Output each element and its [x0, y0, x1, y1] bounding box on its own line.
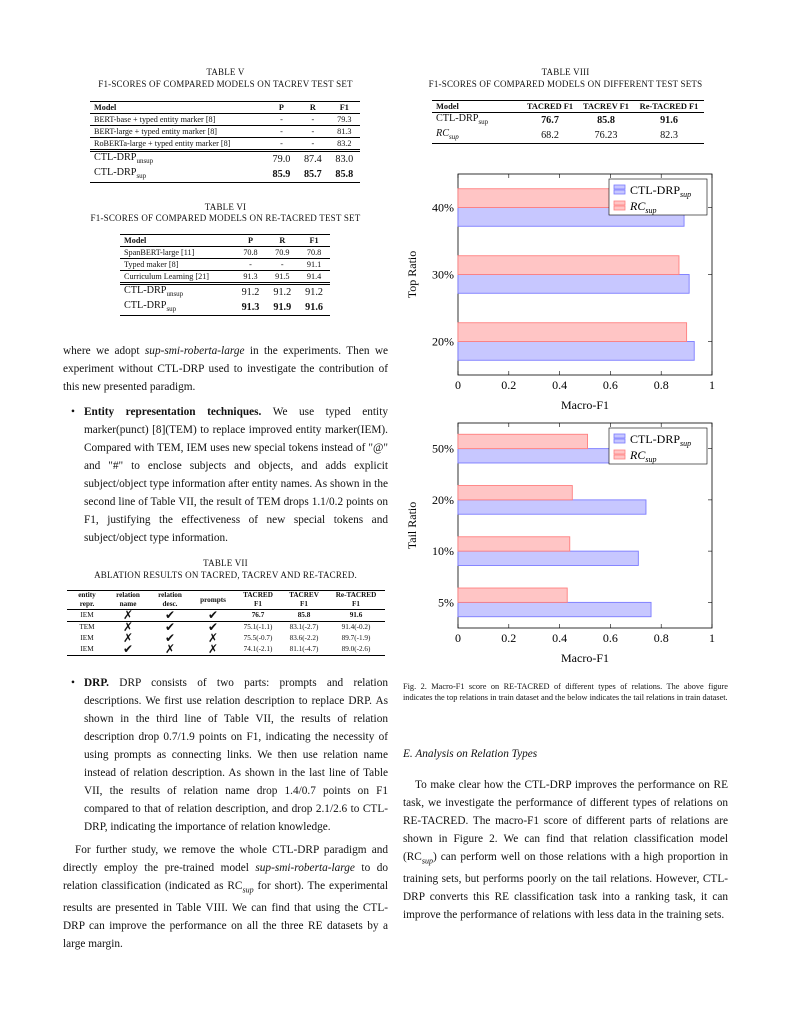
legend-swatch — [614, 455, 625, 459]
table-cell: - — [280, 127, 283, 136]
check-mark: ✔ — [207, 620, 219, 634]
model-subscript: sup — [166, 305, 177, 314]
table7-header-cell: relation desc. — [158, 591, 182, 608]
table7-header-cell: relation name — [116, 591, 140, 608]
table6-header-cell: R — [279, 236, 286, 245]
table-cell: - — [311, 139, 315, 148]
text-run: For further study, we remove the whole CTL-DRP paradigm and directly employ the pre-trained model — [63, 844, 388, 874]
table-cell: 76.7 — [251, 611, 265, 619]
table-cell: Curriculum Learning [21] — [124, 272, 210, 281]
table-cell: IEM — [80, 611, 94, 619]
table-cell: 89.7(-1.9) — [341, 634, 371, 642]
table-row — [67, 644, 385, 656]
paragraph — [63, 342, 388, 396]
table-cell: 76.7 — [541, 115, 559, 127]
table6 — [120, 234, 330, 316]
table7-caption: ABLATION RESULTS ON TACRED, TACREV AND RE-TACRED. — [94, 570, 357, 580]
table-cell: 91.2 — [305, 287, 323, 299]
bar-ctl-drp — [458, 551, 638, 565]
legend-label: CTL-$DRP_{sup}$ — [630, 183, 692, 199]
table-row — [120, 271, 330, 284]
y-axis-label: Tail Ratio — [405, 501, 419, 550]
table-cell: 91.1 — [306, 260, 322, 269]
table-cell: 83.0 — [335, 154, 354, 166]
cross-mark: ✗ — [207, 642, 219, 656]
check-mark: ✔ — [164, 620, 176, 634]
table-cell: 70.8 — [306, 248, 322, 257]
table8-header-cell: Model — [436, 102, 459, 111]
table5-header-cell: P — [278, 103, 284, 112]
table-row — [90, 138, 360, 151]
table-cell: - — [311, 115, 315, 124]
y-tick-label: 20% — [432, 492, 454, 507]
x-axis-label: Macro-F1 — [561, 651, 609, 665]
bullet-list — [63, 674, 388, 836]
legend-subscript: sup — [645, 206, 657, 215]
bar-rc — [458, 588, 567, 602]
table-row — [432, 128, 704, 144]
table-cell: 83.1(-2.7) — [289, 623, 319, 631]
table-cell: BERT-base + typed entity marker [8] — [94, 115, 216, 124]
bullet-text: DRP consists of two parts: prompts and relation descriptions. We first use relation description to replace DRP. As shown in the third line of Table VII, the results of relation description drop 0.7/1.9 points on F1, indicating the necessity of using prompts as connecting links. We then use relation name instead of relation description. As shown in the last line of Table VII, the results of relation name drop 1.4/0.7 points on F1 compared to that of relation description, and drop 2.1/2.6 to CTL-DRP, indicating the importance of relation knowledge. — [84, 677, 388, 833]
bar-rc — [458, 486, 572, 500]
x-tick-label: 0.8 — [653, 631, 669, 645]
bar-rc — [458, 537, 570, 551]
x-tick-label: 0.4 — [552, 631, 568, 645]
text-run: ) can perform well on those relations with a high proportion in training sets, but performs poorly on the tail relations. However, CTL-DRP converts this RE classification task into a ranking task, it can improve the performance of relations with less data in the training sets. — [403, 851, 728, 922]
right-body — [403, 776, 728, 924]
table7-header-cell: entity repr. — [78, 591, 96, 608]
table5-caption: F1-SCORES OF COMPARED MODELS ON TACREV TEST SET — [98, 79, 353, 89]
table-cell: 74.1(-2.1) — [243, 645, 273, 653]
table-cell: 70.9 — [275, 248, 290, 257]
x-tick-label: 0 — [455, 631, 461, 645]
y-tick-label: 10% — [432, 544, 454, 559]
table-cell: 91.6 — [305, 302, 323, 314]
table-cell: 91.2 — [241, 287, 260, 299]
table7-header-cell: TACRED F1 — [243, 591, 273, 608]
check-mark: ✔ — [122, 642, 134, 656]
table6-header-cell: F1 — [309, 236, 319, 245]
table7-header-cell: Re-TACRED F1 — [335, 591, 377, 608]
table-cell: 79.3 — [337, 115, 352, 124]
x-tick-label: 1 — [709, 631, 715, 645]
table-cell — [432, 128, 522, 144]
check-mark: ✔ — [164, 608, 176, 622]
legend-subscript: sup — [680, 190, 692, 199]
table7-label: TABLE VII — [203, 558, 248, 568]
table-row — [120, 300, 330, 316]
table-row — [90, 114, 360, 126]
bullet-item — [84, 403, 388, 547]
table6-header-cell: P — [247, 236, 253, 245]
y-tick-label: 50% — [432, 441, 454, 456]
table8-header-cell: TACREV F1 — [583, 102, 629, 111]
figure2-caption: Fig. 2. Macro-F1 score on RE-TACRED of different types of relations. The above figure indicates the top relations in train dataset and the below indicates the tail relations in train dataset. — [403, 682, 728, 702]
table-cell: IEM — [80, 645, 94, 653]
legend-swatch — [614, 450, 625, 454]
table8-header-cell: TACRED F1 — [526, 102, 574, 111]
table-cell: RoBERTa-large + typed entity marker [8] — [94, 139, 231, 148]
legend-subscript: sup — [680, 439, 692, 448]
table-cell: 91.3 — [243, 272, 258, 281]
table-cell: 91.6 — [349, 611, 363, 619]
table-row — [432, 113, 704, 129]
x-tick-label: 0.6 — [602, 378, 618, 392]
bar-ctl-drp — [458, 500, 646, 514]
table-cell: IEM — [80, 634, 94, 642]
cross-mark: ✗ — [164, 642, 176, 656]
model-name: CTL-DRP — [124, 300, 167, 312]
table-cell: 82.3 — [660, 130, 678, 142]
left-body-upper — [63, 342, 388, 547]
legend-swatch — [614, 190, 625, 194]
table-row — [120, 259, 330, 271]
table-cell: 91.4 — [306, 272, 322, 281]
subscript: sup — [421, 856, 433, 866]
table-cell: 91.6 — [660, 115, 678, 127]
bullet-title: Entity representation techniques. — [84, 406, 262, 418]
table7-header-row — [67, 591, 385, 610]
bullet-title: DRP. — [84, 677, 110, 689]
x-tick-label: 0 — [455, 378, 461, 392]
table-cell — [120, 284, 235, 301]
table-row — [67, 610, 385, 622]
table-cell: 83.2 — [337, 139, 352, 148]
table-row — [67, 622, 385, 634]
bullet-text: We use typed entity marker(punct) [8](TEM) to replace improved entity marker(IEM). Compared with TEM, IEM uses new special tokens instead of "@" and "#" to enclose subjects and objects, and adds explicit subject/object type information after entity names. As shown in the second line of Table VII, the result of TEM drops 1.1/0.2 points on F1, justifying the effectiveness of new special tokens and subject/object type information. — [84, 406, 388, 544]
table-cell: 75.5(-0.7) — [243, 634, 273, 642]
table6-header-row — [120, 235, 330, 247]
y-axis-label: Top Ratio — [405, 250, 419, 299]
table-row — [90, 167, 360, 183]
cross-mark: ✗ — [122, 631, 134, 645]
table-cell: - — [280, 115, 283, 124]
table-cell: 85.7 — [303, 169, 322, 181]
bar-rc — [458, 323, 687, 342]
legend-swatch — [614, 434, 625, 438]
table-cell: 81.1(-4.7) — [289, 645, 319, 653]
model-subscript: unsup — [166, 290, 184, 299]
model-name: CTL-DRP — [436, 113, 479, 124]
x-tick-label: 0.6 — [602, 631, 618, 645]
table5-header-cell: Model — [94, 103, 117, 112]
x-tick-label: 0.2 — [501, 378, 517, 392]
table-row — [90, 151, 360, 168]
bar-ctl-drp — [458, 342, 694, 361]
model-name-emphasis: sup-smi-roberta-large — [255, 862, 355, 874]
table-cell: Typed maker [8] — [124, 260, 179, 269]
table-cell — [432, 113, 522, 129]
cross-mark: ✗ — [207, 631, 219, 645]
bar-ctl-drp — [458, 275, 689, 294]
tail-ratio-chart — [400, 418, 730, 668]
table8-label: TABLE VIII — [541, 67, 590, 77]
model-name: CTL-DRP — [94, 152, 137, 163]
table-cell: SpanBERT-large [11] — [124, 248, 195, 257]
check-mark: ✔ — [164, 631, 176, 645]
paragraph — [403, 776, 728, 924]
table-cell: 85.9 — [272, 169, 291, 181]
table-cell: 91.3 — [241, 302, 260, 314]
table-cell: 76.23 — [594, 130, 618, 142]
bullet-item — [84, 674, 388, 836]
table8-header-row — [432, 101, 704, 113]
table-cell: TEM — [79, 623, 95, 631]
table5-header-cell: F1 — [339, 103, 349, 112]
table-row — [120, 284, 330, 301]
model-name: RC — [436, 128, 450, 140]
table-cell: 91.2 — [273, 287, 292, 299]
table-cell: BERT-large + typed entity marker [8] — [94, 127, 218, 136]
table5-header-row — [90, 102, 360, 114]
bar-ctl-drp — [458, 602, 651, 616]
model-subscript: sup — [136, 172, 147, 181]
legend-swatch — [614, 201, 625, 205]
y-tick-label: 40% — [432, 200, 454, 215]
text-run: to do relation classification (indicated as RC — [63, 862, 388, 892]
model-name: CTL-DRP — [124, 285, 167, 296]
table-cell: 79.0 — [272, 154, 291, 166]
bar-rc — [458, 256, 679, 275]
x-tick-label: 1 — [709, 378, 715, 392]
table-cell: 85.8 — [297, 611, 311, 619]
legend-label: $RC_{sup}$ — [630, 448, 657, 464]
table5-label: TABLE V — [206, 67, 245, 77]
model-subscript: sup — [449, 133, 459, 142]
table6-header-cell: Model — [124, 236, 147, 245]
text-run: in the experiments. Then we experiment without CTL-DRP used to investigate the contribution of this new presented paradigm. — [63, 345, 388, 393]
model-name: CTL-DRP — [94, 167, 137, 179]
table6-label: TABLE VI — [204, 202, 247, 212]
table-cell — [90, 151, 266, 168]
cross-mark: ✗ — [122, 608, 134, 622]
table-cell: - — [249, 260, 252, 269]
legend-label: CTL-$DRP_{sup}$ — [630, 432, 692, 448]
table-cell: - — [280, 139, 283, 148]
subscript: sup — [242, 885, 254, 895]
legend-swatch — [614, 439, 625, 443]
table7-header-cell: prompts — [200, 595, 226, 604]
table6-caption: F1-SCORES OF COMPARED MODELS ON RE-TACRED TEST SET — [90, 213, 361, 223]
section-heading-e: E. Analysis on Relation Types — [403, 748, 538, 760]
table-cell — [120, 300, 235, 316]
table-cell — [90, 167, 266, 183]
table-cell: - — [311, 127, 315, 136]
table-cell: 81.3 — [337, 127, 352, 136]
legend-swatch — [614, 206, 625, 210]
text-run: for short). The experimental results are presented in Table VIII. We can find that using the CTL-DRP can improve the performance on all the three RE datasets by a large margin. — [63, 880, 388, 951]
y-tick-label: 20% — [432, 334, 454, 349]
table5 — [90, 101, 360, 183]
table8 — [432, 100, 704, 144]
bar-rc — [458, 434, 588, 448]
table-cell: 70.8 — [243, 248, 258, 257]
table-row — [67, 633, 385, 644]
y-tick-label: 5% — [438, 595, 454, 610]
table7-header-cell: TACREV F1 — [289, 591, 319, 608]
text-run: where we adopt — [63, 345, 145, 357]
table-cell: 68.2 — [541, 130, 559, 142]
legend-subscript: sup — [645, 455, 657, 464]
table8-caption: F1-SCORES OF COMPARED MODELS ON DIFFERENT TEST SETS — [428, 79, 703, 89]
table-cell: 89.0(-2.6) — [341, 645, 371, 653]
check-mark: ✔ — [207, 608, 219, 622]
table-cell: 91.4(-0.2) — [341, 623, 371, 631]
y-tick-label: 30% — [432, 267, 454, 282]
model-subscript: unsup — [136, 157, 154, 166]
table-cell: 85.8 — [597, 115, 615, 127]
top-ratio-chart — [400, 165, 730, 420]
table8-header-cell: Re-TACRED F1 — [639, 102, 699, 111]
table-cell: 75.1(-1.1) — [243, 623, 273, 631]
model-name-emphasis: sup-smi-roberta-large — [144, 345, 245, 357]
table-cell: - — [280, 260, 284, 269]
left-body-lower — [63, 674, 388, 953]
x-tick-label: 0.4 — [552, 378, 568, 392]
paragraph — [63, 841, 388, 953]
legend-label: $RC_{sup}$ — [630, 199, 657, 215]
legend-swatch — [614, 185, 625, 189]
bullet-list — [63, 403, 388, 547]
x-axis-label: Macro-F1 — [561, 398, 609, 412]
text-run: To make clear how the CTL-DRP improves the performance on RE task, we investigate the performance of different types of relations on RE-TACRED. The macro-F1 score of different parts of relations are shown in Figure 2. We can find that relation classification model (RC — [403, 779, 728, 863]
model-subscript: sup — [478, 118, 489, 127]
table-cell: 87.4 — [303, 154, 322, 166]
table-row — [90, 126, 360, 138]
cross-mark: ✗ — [122, 620, 134, 634]
table-cell: 83.6(-2.2) — [289, 634, 319, 642]
x-tick-label: 0.2 — [501, 631, 517, 645]
table7 — [67, 590, 385, 656]
table-cell: 91.5 — [275, 272, 290, 281]
table5-header-cell: R — [309, 103, 316, 112]
table-row — [120, 247, 330, 259]
x-tick-label: 0.8 — [653, 378, 669, 392]
table-cell: 85.8 — [335, 169, 354, 181]
table-cell: 91.9 — [273, 302, 292, 314]
